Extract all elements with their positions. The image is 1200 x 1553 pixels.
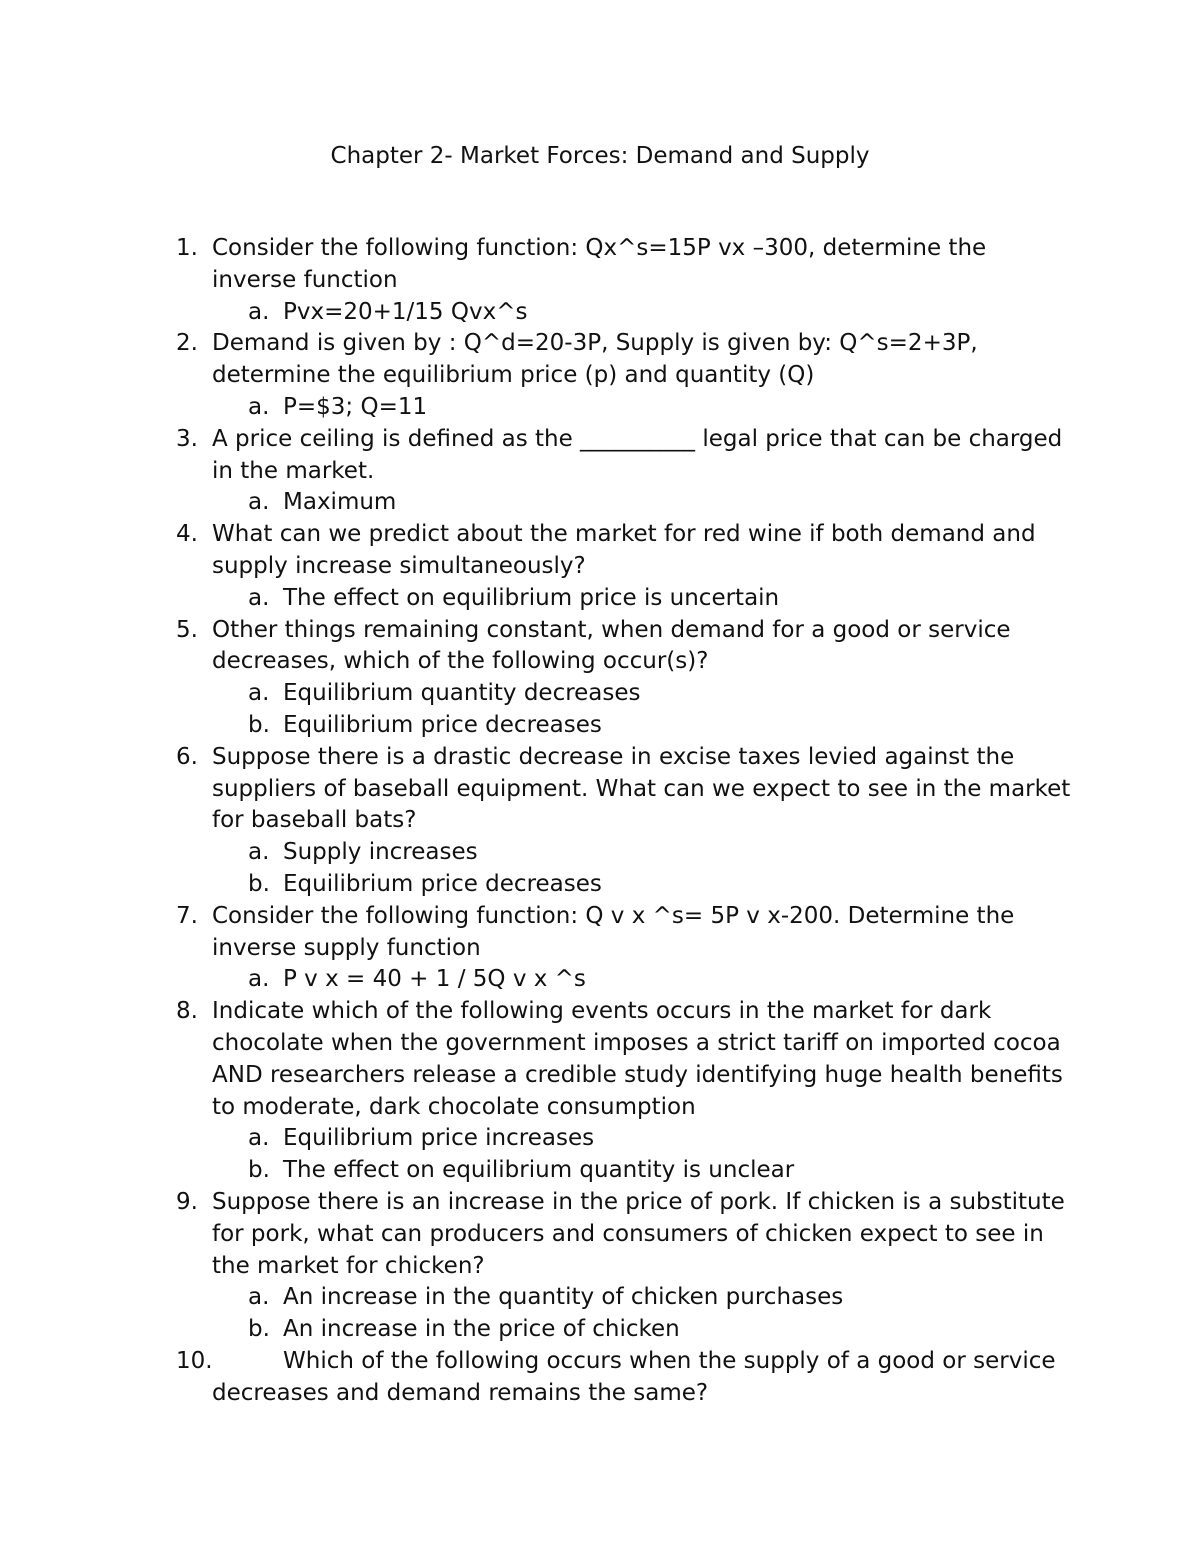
- question-item: [176, 1346, 1076, 1410]
- question-item: [176, 424, 1076, 519]
- question-text: Suppose there is an increase in the price of pork. If chicken is a substitute for pork, what can producers and consumers of chicken expect to see in the market for chicken?: [212, 1188, 1065, 1279]
- answer-item: [212, 869, 1076, 901]
- answer-item: [212, 297, 1076, 329]
- answer-letter: b.: [248, 870, 270, 897]
- answer-text: An increase in the quantity of chicken purchases: [283, 1284, 844, 1311]
- question-number: 1.: [176, 235, 198, 261]
- answer-item: [212, 1155, 1076, 1187]
- question-text: Other things remaining constant, when demand for a good or service decreases, which of the following occur(s)?: [212, 616, 1011, 675]
- question-text: A price ceiling is defined as the __________ legal price that can be charged in the market.: [212, 425, 1063, 484]
- answer-letter: a.: [248, 1125, 270, 1152]
- answer-item: [212, 1314, 1076, 1346]
- answer-letter: a.: [248, 839, 270, 866]
- answer-text: Equilibrium quantity decreases: [283, 680, 641, 707]
- question-number: 4.: [176, 521, 198, 548]
- answer-letter: a.: [248, 489, 270, 516]
- answer-text: P=$3; Q=11: [283, 393, 428, 420]
- answer-text: Supply increases: [283, 839, 478, 866]
- answer-letter: a.: [248, 966, 270, 993]
- question-text: Indicate which of the following events occurs in the market for dark chocolate when the government imposes a strict tariff on imported cocoa AND researchers release a credible study identifying huge health benefits to moderate, dark chocolate consumption: [212, 998, 1063, 1120]
- question-number: 9.: [176, 1188, 198, 1215]
- question-number: 3.: [176, 425, 198, 452]
- answer-item: [212, 1123, 1076, 1155]
- answer-list: [212, 837, 1076, 901]
- answer-letter: a.: [248, 584, 270, 611]
- answer-text: Maximum: [283, 489, 397, 516]
- answer-letter: b.: [248, 711, 270, 738]
- answer-list: [212, 1282, 1076, 1346]
- answer-item: [212, 678, 1076, 710]
- answer-letter: a.: [248, 393, 270, 420]
- answer-item: [212, 837, 1076, 869]
- question-item: [176, 996, 1076, 1187]
- answer-list: [212, 297, 1076, 329]
- answer-text: An increase in the price of chicken: [283, 1316, 680, 1343]
- answer-letter: a.: [248, 298, 270, 325]
- answer-letter: b.: [248, 1316, 270, 1343]
- answer-text: P v x = 40 + 1 / 5Q v x ^s: [283, 966, 586, 993]
- answer-text: Equilibrium price increases: [283, 1125, 595, 1152]
- question-item: [176, 519, 1076, 614]
- question-number: 8.: [176, 998, 198, 1025]
- answer-item: [212, 710, 1076, 742]
- answer-list: [212, 583, 1076, 615]
- question-number: 5.: [176, 616, 198, 643]
- page-title: Chapter 2- Market Forces: Demand and Supply: [330, 143, 870, 169]
- question-text: Consider the following function: Qx^s=15P vx –300, determine the inverse function: [212, 235, 987, 293]
- answer-text: Equilibrium price decreases: [283, 870, 602, 897]
- answer-letter: a.: [248, 1284, 270, 1311]
- answer-text: Pvx=20+1/15 Qvx^s: [283, 298, 528, 325]
- question-item: [176, 1187, 1076, 1346]
- answer-list: [212, 487, 1076, 519]
- answer-item: [212, 1282, 1076, 1314]
- answer-list: [212, 964, 1076, 996]
- answer-text: The effect on equilibrium quantity is unclear: [283, 1157, 795, 1184]
- answer-text: Equilibrium price decreases: [283, 711, 602, 738]
- question-item: [176, 233, 1076, 328]
- question-item: [176, 901, 1076, 996]
- question-item: [176, 615, 1076, 742]
- answer-item: [212, 487, 1076, 519]
- answer-item: [212, 583, 1076, 615]
- question-number: 10.: [176, 1347, 213, 1374]
- question-list: [176, 233, 1076, 1409]
- question-number: 6.: [176, 743, 198, 770]
- answer-letter: a.: [248, 680, 270, 707]
- answer-item: [212, 392, 1076, 424]
- answer-list: [212, 392, 1076, 424]
- question-text: Demand is given by : Q^d=20-3P, Supply is given by: Q^s=2+3P, determine the equilibrium price (p) and quantity (Q): [212, 330, 978, 389]
- question-text: What can we predict about the market for red wine if both demand and supply increase simultaneously?: [212, 521, 1036, 579]
- question-item: [176, 742, 1076, 901]
- answer-text: The effect on equilibrium price is uncertain: [283, 584, 780, 611]
- answer-list: [212, 1123, 1076, 1187]
- question-number: 2.: [176, 330, 198, 357]
- question-text: Which of the following occurs when the supply of a good or service decreases and demand remains the same?: [212, 1347, 1056, 1406]
- question-text: Consider the following function: Q v x ^s= 5P v x-200. Determine the inverse supply function: [212, 902, 1015, 961]
- answer-letter: b.: [248, 1157, 270, 1184]
- question-number: 7.: [176, 902, 198, 929]
- question-text: Suppose there is a drastic decrease in excise taxes levied against the suppliers of baseball equipment. What can we expect to see in the market for baseball bats?: [212, 743, 1071, 834]
- answer-list: [212, 678, 1076, 742]
- answer-item: [212, 964, 1076, 996]
- question-item: [176, 328, 1076, 423]
